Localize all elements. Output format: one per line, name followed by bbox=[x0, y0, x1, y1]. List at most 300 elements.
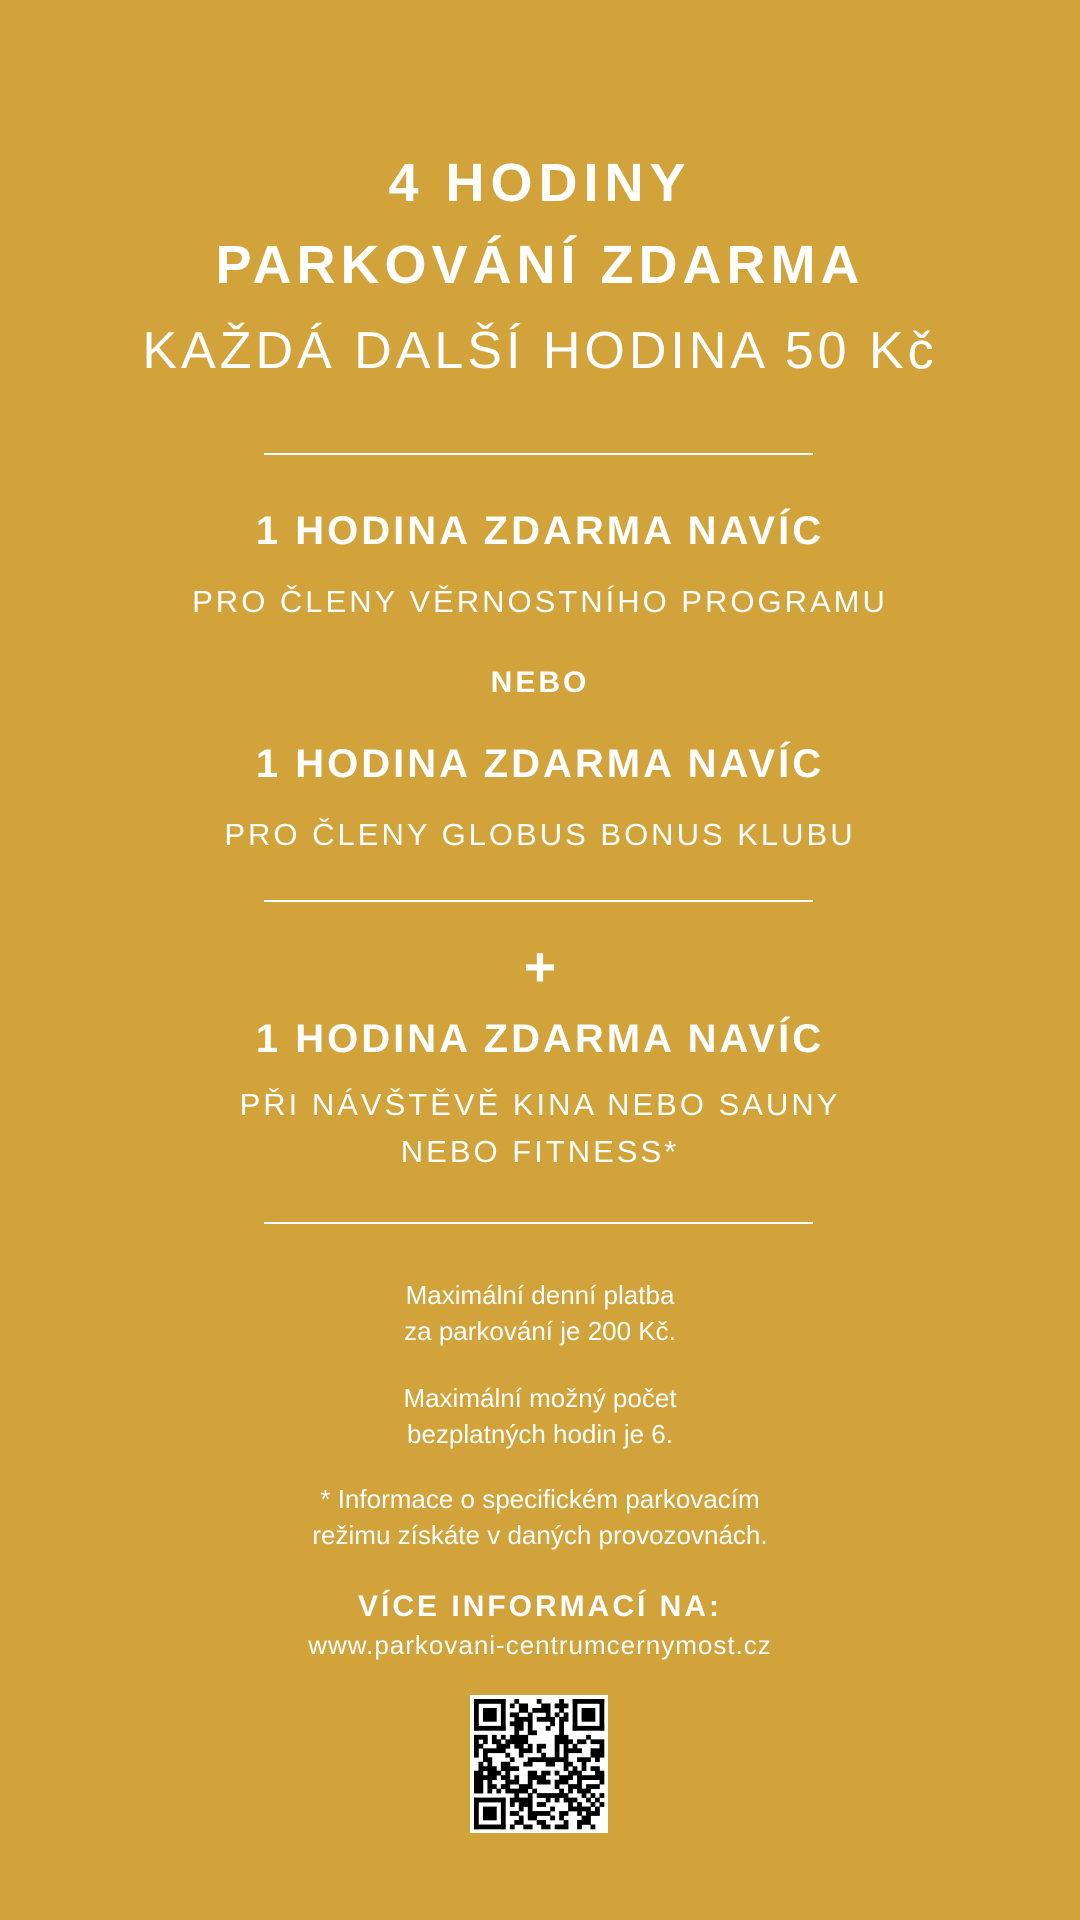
qr-module bbox=[595, 1798, 600, 1803]
qr-module bbox=[577, 1820, 582, 1825]
qr-module bbox=[559, 1721, 564, 1726]
qr-module bbox=[591, 1811, 596, 1816]
qr-module bbox=[555, 1748, 560, 1753]
qr-module bbox=[487, 1784, 492, 1789]
qr-module bbox=[546, 1703, 551, 1708]
qr-module bbox=[528, 1771, 533, 1776]
qr-module bbox=[595, 1784, 600, 1789]
qr-module bbox=[600, 1793, 605, 1798]
qr-code-graphic bbox=[470, 1695, 608, 1833]
qr-module bbox=[510, 1735, 515, 1740]
qr-module bbox=[537, 1780, 542, 1785]
qr-module bbox=[582, 1820, 587, 1825]
qr-module bbox=[582, 1807, 587, 1812]
qr-module bbox=[523, 1784, 528, 1789]
qr-module bbox=[559, 1793, 564, 1798]
qr-module bbox=[510, 1780, 515, 1785]
qr-module bbox=[501, 1744, 506, 1749]
qr-module bbox=[568, 1789, 573, 1794]
qr-module bbox=[510, 1766, 515, 1771]
qr-module bbox=[528, 1726, 533, 1731]
qr-module bbox=[559, 1789, 564, 1794]
qr-module bbox=[519, 1744, 524, 1749]
qr-module bbox=[528, 1798, 533, 1803]
qr-finder bbox=[501, 1798, 506, 1830]
qr-module bbox=[600, 1775, 605, 1780]
qr-module bbox=[487, 1780, 492, 1785]
qr-module bbox=[532, 1775, 537, 1780]
qr-module bbox=[514, 1820, 519, 1825]
qr-module bbox=[595, 1771, 600, 1776]
qr-module bbox=[510, 1703, 515, 1708]
qr-module bbox=[528, 1757, 533, 1762]
headline-extra-hour-price: KAŽDÁ DALŠÍ HODINA 50 Kč bbox=[142, 322, 938, 380]
qr-module bbox=[541, 1811, 546, 1816]
qr-module bbox=[573, 1748, 578, 1753]
qr-module bbox=[528, 1775, 533, 1780]
qr-code-icon[interactable] bbox=[470, 1695, 608, 1833]
qr-module bbox=[586, 1789, 591, 1794]
qr-module bbox=[559, 1708, 564, 1713]
qr-module bbox=[478, 1771, 483, 1776]
qr-module bbox=[550, 1807, 555, 1812]
qr-module bbox=[577, 1739, 582, 1744]
qr-module bbox=[586, 1775, 591, 1780]
qr-module bbox=[510, 1825, 515, 1830]
footnote-line2: režimu získáte v daných provozovnách. bbox=[312, 1520, 768, 1550]
qr-module bbox=[501, 1762, 506, 1767]
qr-module bbox=[510, 1721, 515, 1726]
qr-module bbox=[519, 1798, 524, 1803]
qr-module bbox=[519, 1708, 524, 1713]
qr-module bbox=[519, 1703, 524, 1708]
qr-module bbox=[510, 1798, 515, 1803]
qr-module bbox=[568, 1784, 573, 1789]
qr-module bbox=[505, 1789, 510, 1794]
qr-module bbox=[519, 1789, 524, 1794]
qr-module bbox=[510, 1739, 515, 1744]
qr-module bbox=[492, 1766, 497, 1771]
qr-module bbox=[528, 1730, 533, 1735]
qr-module bbox=[514, 1793, 519, 1798]
qr-module bbox=[487, 1757, 492, 1762]
qr-module bbox=[582, 1775, 587, 1780]
qr-module bbox=[528, 1784, 533, 1789]
qr-module bbox=[523, 1802, 528, 1807]
qr-module bbox=[591, 1748, 596, 1753]
qr-module bbox=[492, 1739, 497, 1744]
qr-module bbox=[519, 1721, 524, 1726]
qr-module bbox=[528, 1793, 533, 1798]
qr-module bbox=[568, 1802, 573, 1807]
qr-module bbox=[478, 1744, 483, 1749]
qr-module bbox=[600, 1748, 605, 1753]
qr-module bbox=[564, 1762, 569, 1767]
qr-module bbox=[523, 1739, 528, 1744]
qr-module bbox=[564, 1744, 569, 1749]
qr-module bbox=[559, 1703, 564, 1708]
qr-module bbox=[505, 1784, 510, 1789]
qr-module bbox=[564, 1735, 569, 1740]
qr-module bbox=[550, 1793, 555, 1798]
qr-module bbox=[478, 1735, 483, 1740]
qr-module bbox=[564, 1820, 569, 1825]
qr-module bbox=[564, 1766, 569, 1771]
qr-module bbox=[591, 1784, 596, 1789]
qr-module bbox=[541, 1771, 546, 1776]
qr-module bbox=[595, 1811, 600, 1816]
qr-module bbox=[510, 1712, 515, 1717]
qr-module bbox=[510, 1802, 515, 1807]
qr-module bbox=[519, 1726, 524, 1731]
qr-module bbox=[519, 1820, 524, 1825]
qr-module bbox=[514, 1766, 519, 1771]
qr-module bbox=[559, 1780, 564, 1785]
qr-module bbox=[483, 1735, 488, 1740]
qr-module bbox=[555, 1712, 560, 1717]
qr-module bbox=[528, 1721, 533, 1726]
qr-module bbox=[550, 1757, 555, 1762]
qr-module bbox=[577, 1780, 582, 1785]
qr-module bbox=[559, 1825, 564, 1830]
globus-offer-subtitle: PRO ČLENY GLOBUS BONUS KLUBU bbox=[224, 817, 856, 852]
qr-module bbox=[474, 1780, 479, 1785]
qr-module bbox=[474, 1748, 479, 1753]
qr-module bbox=[568, 1771, 573, 1776]
qr-module bbox=[528, 1816, 533, 1821]
qr-module bbox=[528, 1825, 533, 1830]
qr-module bbox=[528, 1712, 533, 1717]
qr-module bbox=[573, 1798, 578, 1803]
qr-module bbox=[478, 1766, 483, 1771]
qr-module bbox=[483, 1753, 488, 1758]
qr-module bbox=[600, 1744, 605, 1749]
qr-module bbox=[591, 1775, 596, 1780]
qr-module bbox=[474, 1775, 479, 1780]
headline-hours: 4 HODINY bbox=[388, 153, 692, 213]
qr-module bbox=[496, 1771, 501, 1776]
qr-module bbox=[532, 1757, 537, 1762]
qr-finder bbox=[600, 1699, 605, 1731]
qr-module bbox=[478, 1780, 483, 1785]
qr-module bbox=[501, 1784, 506, 1789]
qr-module bbox=[559, 1730, 564, 1735]
qr-module bbox=[483, 1775, 488, 1780]
qr-module bbox=[573, 1771, 578, 1776]
qr-module bbox=[541, 1717, 546, 1722]
qr-module bbox=[568, 1775, 573, 1780]
qr-module bbox=[550, 1717, 555, 1722]
qr-module bbox=[505, 1739, 510, 1744]
qr-module bbox=[541, 1753, 546, 1758]
qr-module bbox=[505, 1780, 510, 1785]
qr-module bbox=[519, 1784, 524, 1789]
qr-module bbox=[496, 1744, 501, 1749]
qr-module bbox=[577, 1757, 582, 1762]
qr-module bbox=[582, 1739, 587, 1744]
qr-module bbox=[546, 1780, 551, 1785]
qr-module bbox=[577, 1784, 582, 1789]
qr-module bbox=[555, 1735, 560, 1740]
qr-module bbox=[474, 1753, 479, 1758]
qr-module bbox=[528, 1811, 533, 1816]
qr-module bbox=[546, 1726, 551, 1731]
qr-module bbox=[523, 1717, 528, 1722]
qr-module bbox=[501, 1735, 506, 1740]
qr-finder bbox=[474, 1699, 479, 1731]
qr-module bbox=[564, 1717, 569, 1722]
qr-finder bbox=[474, 1798, 479, 1830]
qr-module bbox=[591, 1793, 596, 1798]
qr-module bbox=[528, 1744, 533, 1749]
visit-offer-subtitle-line1: PŘI NÁVŠTĚVĚ KINA NEBO SAUNY bbox=[239, 1087, 841, 1122]
qr-module bbox=[519, 1717, 524, 1722]
qr-module bbox=[537, 1793, 542, 1798]
qr-module bbox=[577, 1811, 582, 1816]
qr-module bbox=[523, 1762, 528, 1767]
qr-module bbox=[550, 1762, 555, 1767]
qr-module bbox=[514, 1744, 519, 1749]
qr-module bbox=[577, 1802, 582, 1807]
qr-module bbox=[582, 1762, 587, 1767]
qr-module bbox=[559, 1699, 564, 1704]
qr-module bbox=[514, 1739, 519, 1744]
qr-module bbox=[555, 1757, 560, 1762]
qr-module bbox=[559, 1811, 564, 1816]
qr-module bbox=[582, 1766, 587, 1771]
qr-module bbox=[586, 1735, 591, 1740]
qr-module bbox=[541, 1757, 546, 1762]
qr-module bbox=[532, 1816, 537, 1821]
qr-module bbox=[573, 1744, 578, 1749]
qr-module bbox=[546, 1771, 551, 1776]
qr-module bbox=[537, 1748, 542, 1753]
qr-module bbox=[600, 1753, 605, 1758]
qr-module bbox=[555, 1771, 560, 1776]
qr-module bbox=[487, 1748, 492, 1753]
qr-module bbox=[514, 1730, 519, 1735]
qr-module bbox=[532, 1811, 537, 1816]
qr-module bbox=[528, 1802, 533, 1807]
qr-module bbox=[478, 1789, 483, 1794]
qr-finder bbox=[573, 1699, 578, 1731]
qr-module bbox=[564, 1825, 569, 1830]
qr-module bbox=[528, 1780, 533, 1785]
qr-module bbox=[591, 1739, 596, 1744]
loyalty-offer-title: 1 HODINA ZDARMA NAVÍC bbox=[255, 509, 825, 553]
qr-module bbox=[510, 1757, 515, 1762]
divider-top bbox=[264, 453, 813, 455]
qr-module bbox=[595, 1807, 600, 1812]
qr-module bbox=[541, 1802, 546, 1807]
qr-module bbox=[514, 1726, 519, 1731]
qr-module bbox=[559, 1757, 564, 1762]
globus-offer-title: 1 HODINA ZDARMA NAVÍC bbox=[255, 742, 825, 786]
qr-module bbox=[523, 1825, 528, 1830]
qr-module bbox=[595, 1753, 600, 1758]
qr-module bbox=[492, 1775, 497, 1780]
qr-module bbox=[483, 1766, 488, 1771]
qr-module bbox=[568, 1762, 573, 1767]
qr-module bbox=[496, 1739, 501, 1744]
qr-module bbox=[541, 1703, 546, 1708]
qr-module bbox=[523, 1708, 528, 1713]
qr-module bbox=[505, 1762, 510, 1767]
qr-module bbox=[514, 1699, 519, 1704]
qr-finder-center bbox=[483, 1807, 497, 1821]
qr-module bbox=[550, 1721, 555, 1726]
qr-module bbox=[591, 1766, 596, 1771]
max-hours-line2: bezplatných hodin je 6. bbox=[407, 1419, 673, 1449]
qr-module bbox=[523, 1789, 528, 1794]
qr-module bbox=[501, 1775, 506, 1780]
qr-module bbox=[559, 1739, 564, 1744]
qr-module bbox=[564, 1753, 569, 1758]
qr-module bbox=[541, 1820, 546, 1825]
qr-module bbox=[519, 1735, 524, 1740]
qr-module bbox=[546, 1757, 551, 1762]
qr-module bbox=[564, 1739, 569, 1744]
qr-module bbox=[501, 1748, 506, 1753]
qr-module bbox=[559, 1726, 564, 1731]
qr-module bbox=[595, 1748, 600, 1753]
qr-module bbox=[474, 1784, 479, 1789]
qr-module bbox=[523, 1735, 528, 1740]
qr-module bbox=[573, 1784, 578, 1789]
qr-module bbox=[492, 1771, 497, 1776]
footnote-line1: * Informace o specifickém parkovacím bbox=[320, 1484, 760, 1514]
qr-module bbox=[541, 1775, 546, 1780]
qr-module bbox=[555, 1784, 560, 1789]
more-info-label: VÍCE INFORMACÍ NA: bbox=[358, 1590, 722, 1623]
more-info-url[interactable]: www.parkovani-centrumcernymost.cz bbox=[308, 1630, 772, 1660]
plus-sign: + bbox=[523, 935, 557, 998]
qr-module bbox=[514, 1789, 519, 1794]
qr-module bbox=[514, 1721, 519, 1726]
qr-module bbox=[564, 1793, 569, 1798]
qr-module bbox=[582, 1793, 587, 1798]
qr-module bbox=[474, 1744, 479, 1749]
qr-module bbox=[564, 1798, 569, 1803]
qr-finder-center bbox=[483, 1708, 497, 1722]
qr-module bbox=[559, 1735, 564, 1740]
qr-module bbox=[537, 1757, 542, 1762]
qr-module bbox=[505, 1771, 510, 1776]
qr-module bbox=[586, 1816, 591, 1821]
qr-module bbox=[541, 1744, 546, 1749]
qr-module bbox=[600, 1802, 605, 1807]
max-payment-line2: za parkování je 200 Kč. bbox=[404, 1316, 676, 1346]
qr-module bbox=[546, 1811, 551, 1816]
qr-module bbox=[528, 1807, 533, 1812]
headline-free-parking: PARKOVÁNÍ ZDARMA bbox=[215, 235, 865, 295]
qr-module bbox=[586, 1811, 591, 1816]
loyalty-offer-subtitle: PRO ČLENY VĚRNOSTNÍHO PROGRAMU bbox=[192, 584, 888, 619]
qr-module bbox=[505, 1753, 510, 1758]
qr-module bbox=[573, 1807, 578, 1812]
qr-module bbox=[523, 1748, 528, 1753]
qr-module bbox=[577, 1789, 582, 1794]
qr-module bbox=[568, 1739, 573, 1744]
qr-module bbox=[546, 1825, 551, 1830]
qr-module bbox=[528, 1717, 533, 1722]
qr-module bbox=[577, 1807, 582, 1812]
qr-module bbox=[577, 1825, 582, 1830]
qr-module bbox=[514, 1780, 519, 1785]
qr-module bbox=[532, 1708, 537, 1713]
qr-finder bbox=[501, 1699, 506, 1731]
qr-module bbox=[555, 1703, 560, 1708]
qr-module bbox=[537, 1717, 542, 1722]
qr-module bbox=[541, 1708, 546, 1713]
qr-module bbox=[586, 1784, 591, 1789]
qr-module bbox=[492, 1784, 497, 1789]
qr-module bbox=[532, 1789, 537, 1794]
qr-module bbox=[586, 1807, 591, 1812]
qr-module bbox=[510, 1811, 515, 1816]
qr-module bbox=[510, 1789, 515, 1794]
qr-module bbox=[514, 1712, 519, 1717]
qr-module bbox=[555, 1739, 560, 1744]
qr-module bbox=[564, 1811, 569, 1816]
qr-module bbox=[582, 1757, 587, 1762]
qr-module bbox=[487, 1771, 492, 1776]
qr-module bbox=[550, 1816, 555, 1821]
qr-module bbox=[559, 1717, 564, 1722]
qr-module bbox=[523, 1703, 528, 1708]
max-hours-line1: Maximální možný počet bbox=[403, 1383, 677, 1413]
qr-module bbox=[514, 1811, 519, 1816]
visit-offer-title: 1 HODINA ZDARMA NAVÍC bbox=[255, 1017, 825, 1061]
qr-module bbox=[577, 1771, 582, 1776]
qr-module bbox=[564, 1775, 569, 1780]
qr-module bbox=[514, 1775, 519, 1780]
qr-module bbox=[577, 1775, 582, 1780]
qr-module bbox=[528, 1762, 533, 1767]
qr-module bbox=[591, 1825, 596, 1830]
qr-module bbox=[474, 1735, 479, 1740]
qr-module bbox=[519, 1816, 524, 1821]
qr-module bbox=[487, 1766, 492, 1771]
qr-module bbox=[591, 1802, 596, 1807]
qr-module bbox=[519, 1802, 524, 1807]
qr-module bbox=[487, 1789, 492, 1794]
qr-module bbox=[514, 1798, 519, 1803]
qr-module bbox=[537, 1744, 542, 1749]
qr-module bbox=[492, 1735, 497, 1740]
qr-module bbox=[537, 1775, 542, 1780]
qr-module bbox=[541, 1825, 546, 1830]
qr-module bbox=[478, 1775, 483, 1780]
qr-module bbox=[528, 1748, 533, 1753]
qr-module bbox=[582, 1789, 587, 1794]
qr-module bbox=[537, 1699, 542, 1704]
qr-module bbox=[505, 1766, 510, 1771]
qr-module bbox=[519, 1748, 524, 1753]
qr-finder-center bbox=[582, 1708, 596, 1722]
qr-module bbox=[519, 1739, 524, 1744]
qr-module bbox=[532, 1730, 537, 1735]
qr-module bbox=[514, 1717, 519, 1722]
qr-module bbox=[586, 1757, 591, 1762]
qr-module bbox=[514, 1735, 519, 1740]
qr-module bbox=[483, 1757, 488, 1762]
qr-module bbox=[501, 1766, 506, 1771]
qr-module bbox=[546, 1798, 551, 1803]
qr-module bbox=[487, 1775, 492, 1780]
qr-module bbox=[559, 1775, 564, 1780]
qr-module bbox=[559, 1816, 564, 1821]
